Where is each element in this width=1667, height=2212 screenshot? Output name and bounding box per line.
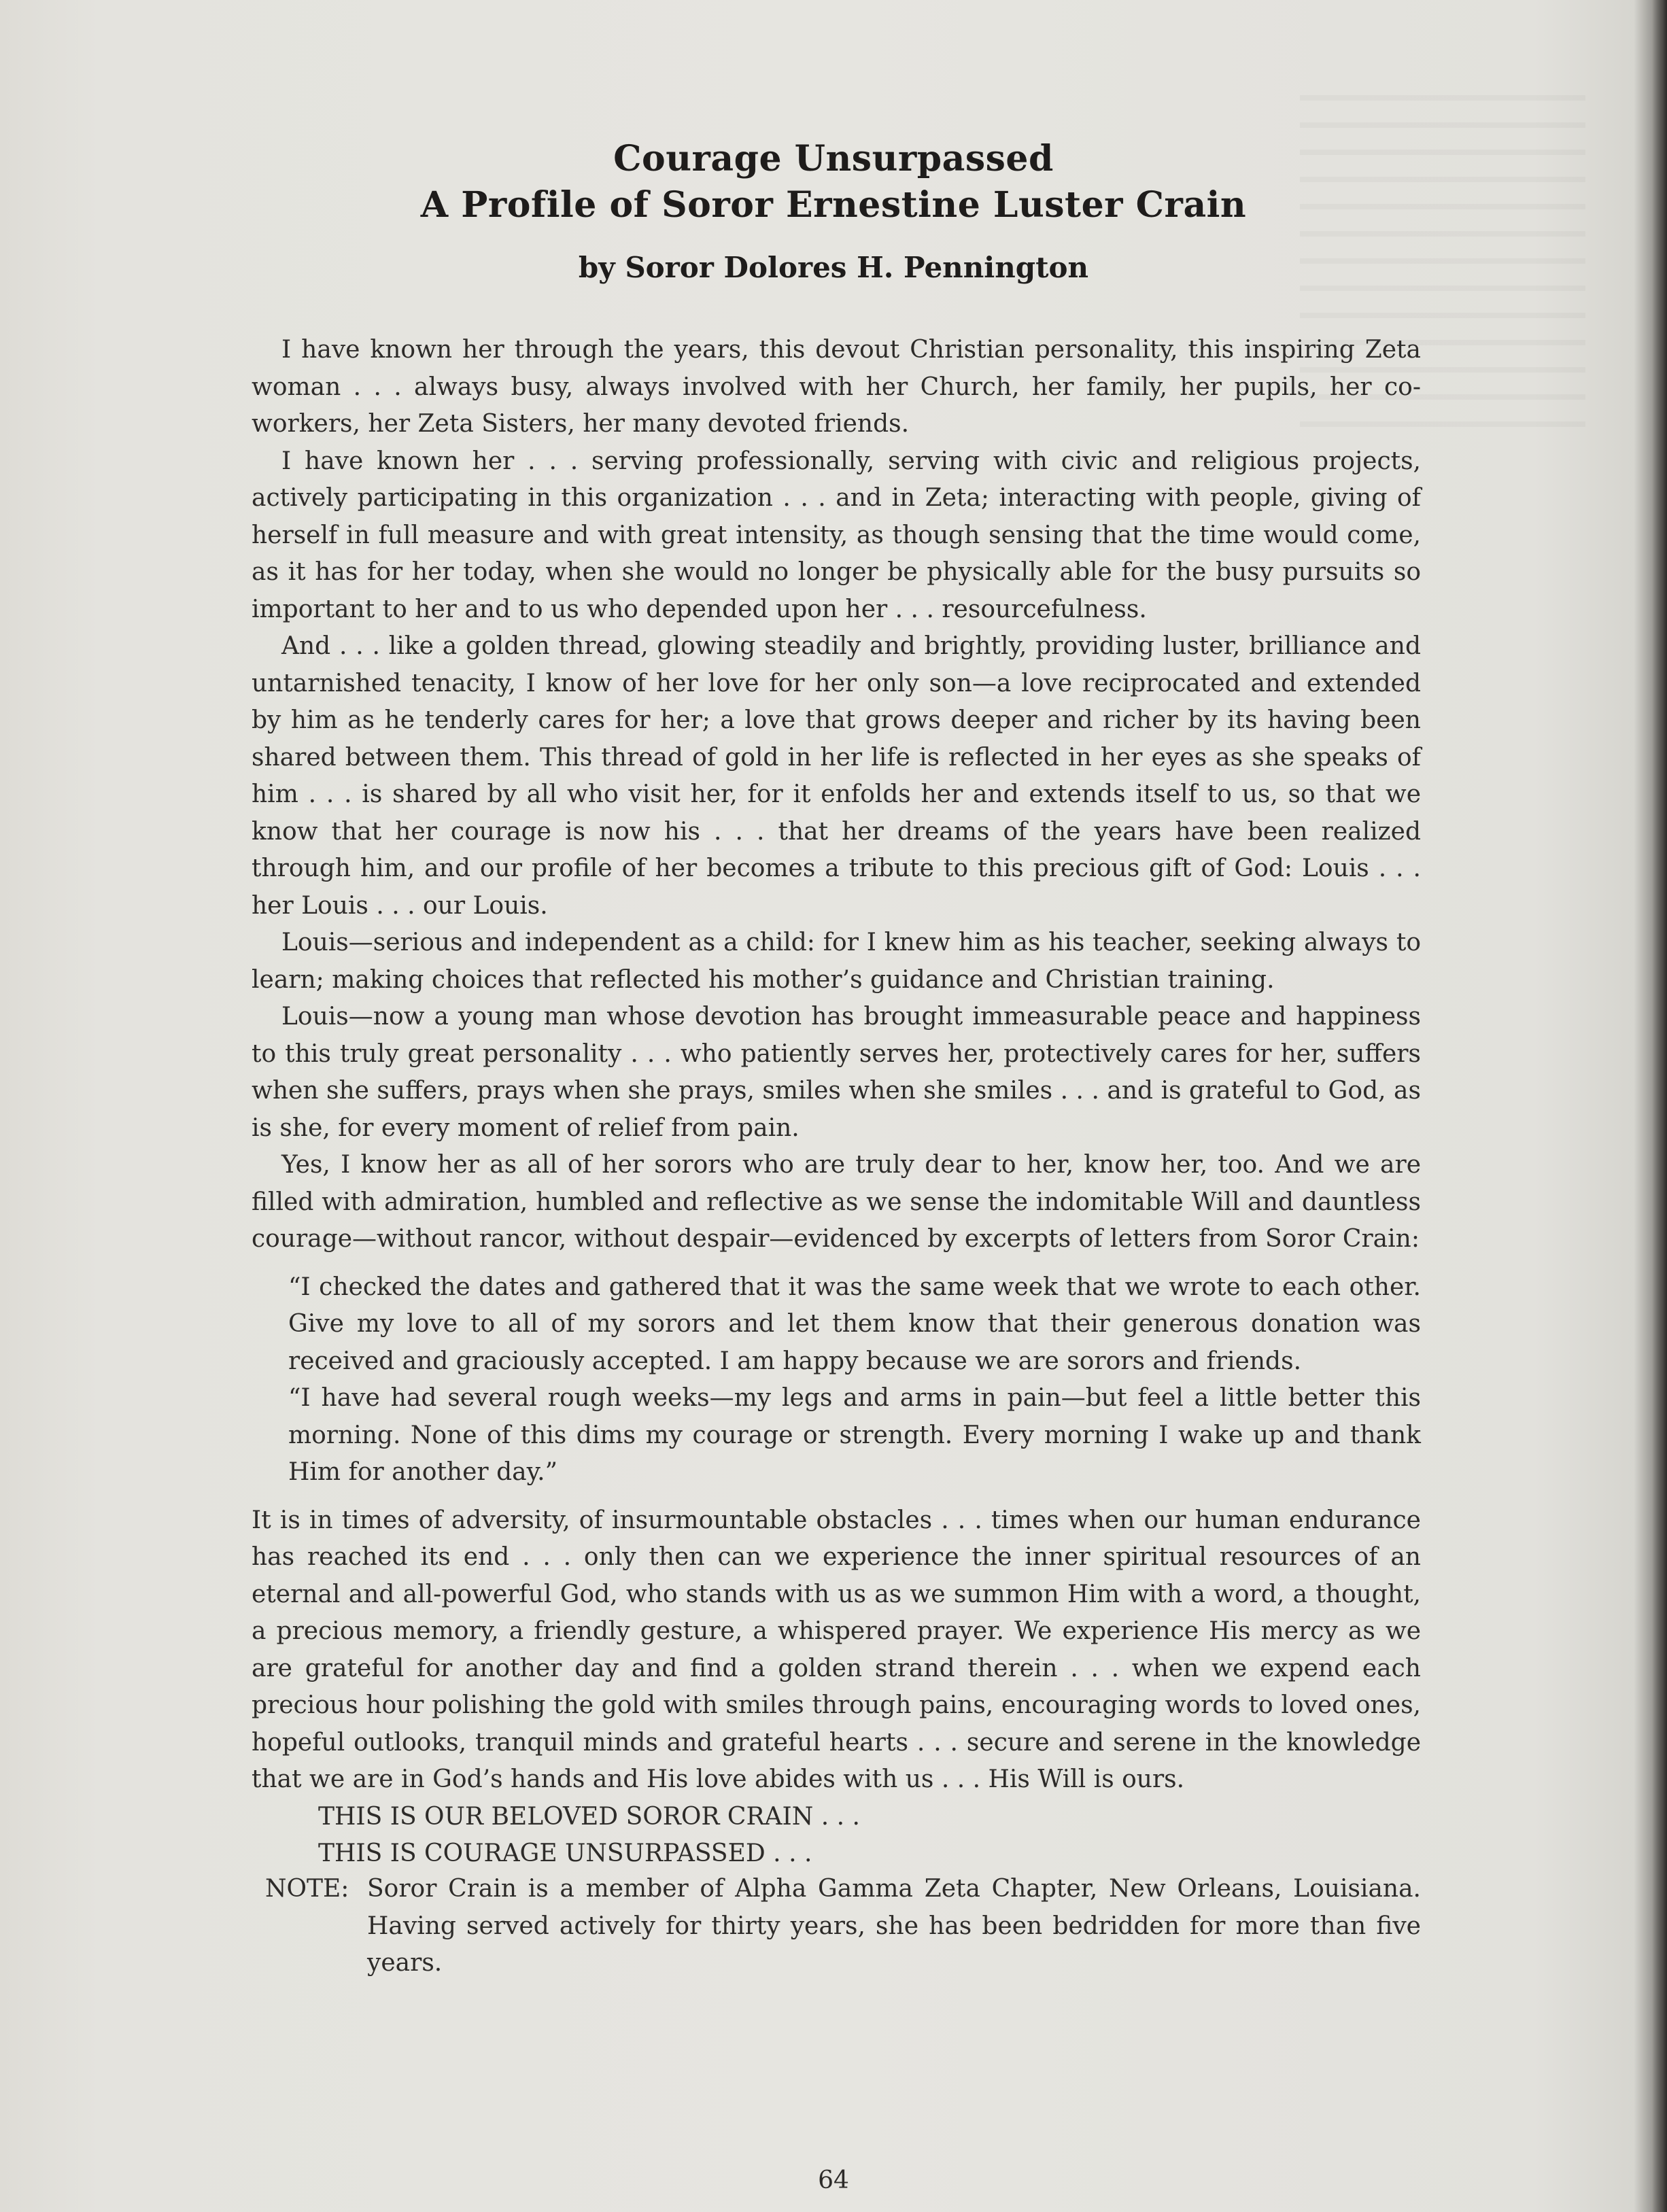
paragraph: Louis—serious and independent as a child: for I knew him as his teacher, seeking always to learn; making choices that reflected his mother’s guidance and Christian training. [252, 929, 1421, 994]
letter-quote: “I have had several rough weeks—my legs and arms in pain—but feel a little better this morning. None of this dims my courage or strength. Every morning I wake up and thank Him for another day.” [288, 1384, 1421, 1486]
closing-caps-line: THIS IS COURAGE UNSURPASSED . . . [318, 1839, 812, 1867]
title-line-2: A Profile of Soror Ernestine Luster Crain [420, 184, 1247, 226]
article-body [252, 332, 1421, 1873]
binding-shadow [1652, 0, 1667, 2212]
paragraph: Louis—now a young man whose devotion has brought immeasurable peace and happiness to this truly great personality . . . who patiently serves her, protectively cares for her, suffers when she suffers, prays when she prays, smiles when she smiles . . . and is grateful to God, as is she, for every moment of relief from pain. [252, 1003, 1421, 1142]
closing-caps-line: THIS IS OUR BELOVED SOROR CRAIN . . . [318, 1802, 860, 1831]
note-label: NOTE: [265, 1875, 349, 1903]
letter-quote: “I checked the dates and gathered that it was the same week that we wrote to each other. Give my love to all of my sorors and let them know that their generous donation was received and graciously accepted. I am happy because we are sorors and friends. [288, 1273, 1421, 1375]
footnote [265, 1871, 1421, 1982]
paragraph: And . . . like a golden thread, glowing steadily and brightly, providing luster, brilliance and untarnished tenacity, I know of her love for her only son—a love reciprocated and extended by him as he tenderly cares for her; a love that grows deeper and richer by its having been shared between them. This thread of gold in her life is reflected in her eyes as she speaks of him . . . is shared by all who visit her, for it enfolds her and extends itself to us, so that we know that her courage is now his . . . that her dreams of the years have been realized through him, and our profile of her becomes a tribute to this precious gift of God: Louis . . . her Louis . . . our Louis. [252, 632, 1421, 920]
note-text: Soror Crain is a member of Alpha Gamma Zeta Chapter, New Orleans, Louisiana. Having served actively for thirty years, she has been bedridden for more than five years. [367, 1875, 1421, 1977]
closing-paragraph: It is in times of adversity, of insurmountable obstacles . . . times when our human endurance has reached its end . . . only then can we experience the inner spiritual resources of an eternal and all-powerful God, who stands with us as we summon Him with a word, a thought, a precious memory, a friendly gesture, a whispered prayer. We experience His mercy as we are grateful for another day and find a golden strand therein . . . when we expend each precious hour polishing the gold with smiles through pains, encouraging words to loved ones, hopeful outlooks, tranquil minds and grateful hearts . . . secure and serene in the knowledge that we are in God’s hands and His love abides with us . . . His Will is ours. [252, 1506, 1421, 1793]
title-line-1: Courage Unsurpassed [613, 138, 1054, 179]
paragraph: I have known her . . . serving professionally, serving with civic and religious projects, actively participating in this organization . . . and in Zeta; interacting with people, giving of herself in full measure and with great intensity, as though sensing that the time would come, as it has for her today, when she would no longer be physically able for the busy pursuits so important to her and to us who depended upon her . . . resourcefulness. [252, 447, 1421, 623]
page-number: 64 [818, 2166, 849, 2194]
paragraph: I have known her through the years, this devout Christian personality, this inspiring Zeta woman . . . always busy, always involved with her Church, her family, her pupils, her co-workers, her Zeta Sisters, her many devoted friends. [252, 336, 1421, 438]
paragraph: Yes, I know her as all of her sorors who are truly dear to her, know her, too. And we are filled with admiration, humbled and reflective as we sense the indomitable Will and dauntless courage—without rancor, without despair—evidenced by excerpts of letters from Soror Crain: [252, 1151, 1421, 1253]
title-block [0, 136, 1667, 287]
letter-excerpts [288, 1269, 1421, 1491]
byline: by Soror Dolores H. Pennington [578, 251, 1089, 284]
